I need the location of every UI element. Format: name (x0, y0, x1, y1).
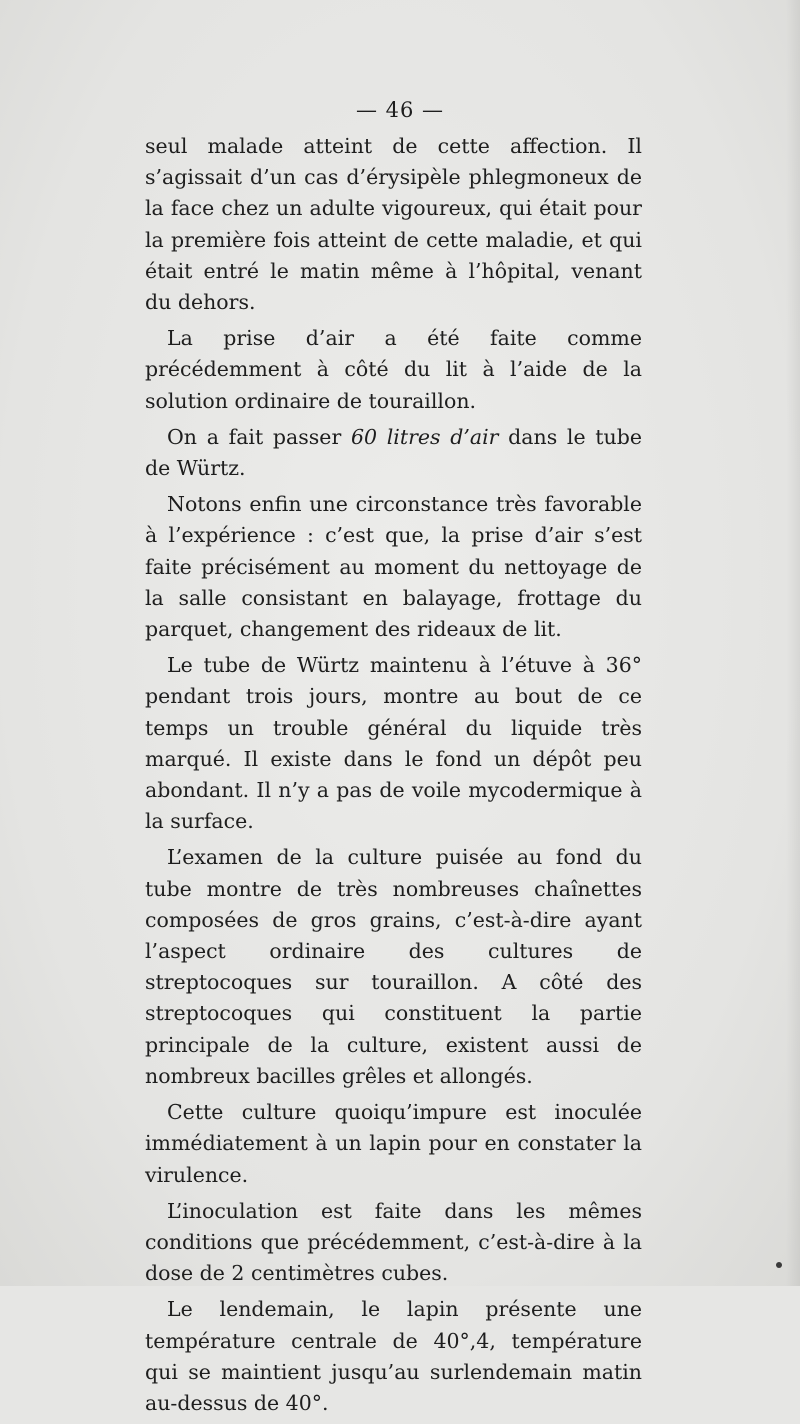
paragraph-3 (145, 422, 642, 484)
paragraph-7: Cette culture quoiqu’impure est inoculée immédiatement à un lapin pour en constater la virulence. (145, 1100, 642, 1187)
paragraph-4: Notons enfin une circonstance très favorable à l’expérience : c’est que, la prise d’air s’est faite précisément au moment du nettoyage de la salle consistant en balayage, frottage du parquet, changement des rideaux de lit. (145, 492, 642, 642)
paragraph-3-end: dans le tube de Würtz. (145, 424, 642, 481)
paragraph-3-start: On a fait passer (167, 424, 351, 449)
corner-ink-dot (776, 1262, 782, 1268)
paragraph-5: Le tube de Würtz maintenu à l’étuve à 36° pendant trois jours, montre au bout de ce temps un trouble général du liquide très marqué. Il existe dans le fond un dépôt peu abondant. Il n’y a pas de voile mycodermique à la surface. (145, 653, 642, 834)
paragraph-1: seul malade atteint de cette affection. Il s’agissait d’un cas d’érysipèle phlegmoneux de la face chez un adulte vigoureux, qui était pour la première fois atteint de cette maladie, et qui était entré le matin même à l’hôpital, venant du dehors. (145, 134, 642, 315)
paragraph-6: L’examen de la culture puisée au fond du tube montre de très nombreuses chaînettes composées de gros grains, c’est-à-dire ayant l’aspect ordinaire des cultures de streptocoques sur touraillon. A côté des streptocoques qui constituent la partie principale de la culture, existent aussi de nombreux bacilles grêles et allongés. (145, 845, 642, 1088)
paragraph-9: Le lendemain, le lapin présente une température centrale de 40°,4, température qui se maintient jusqu’au surlendemain matin au-dessus de 40°. (145, 1297, 642, 1415)
paragraph-8: L’inoculation est faite dans les mêmes conditions que précédemment, c’est-à-dire à la dose de 2 centimètres cubes. (145, 1198, 642, 1286)
page-edge-shadow (786, 0, 800, 1286)
body-text (145, 131, 642, 1424)
page-number: — 46 — (355, 98, 445, 122)
paragraph-2: La prise d’air a été faite comme précédemment à côté du lit à l’aide de la solution ordinaire de touraillon. (145, 326, 642, 413)
italic-phrase: 60 litres d’air (350, 424, 499, 449)
